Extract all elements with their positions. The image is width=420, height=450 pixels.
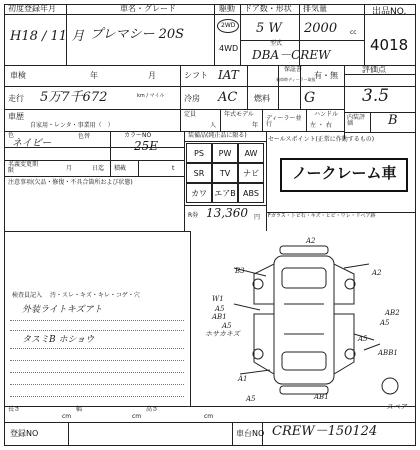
first-reg-value: H18 / 11 月 xyxy=(10,29,85,44)
chassis-label: 車台NO xyxy=(236,429,265,438)
width-cm: cm xyxy=(132,413,142,420)
model-value: DBA－CREW xyxy=(252,48,331,62)
diagram-label: AB2 xyxy=(385,309,400,317)
inspection-year: 年 xyxy=(90,71,98,80)
mileage-label: 走行 xyxy=(8,94,24,103)
equipment-cell: ナビ xyxy=(238,163,264,183)
equipment-cell: AW xyxy=(238,143,264,163)
inspection-label: 車検 xyxy=(10,71,26,80)
length-label: 長さ xyxy=(8,406,21,413)
score-value: 3.5 xyxy=(362,86,390,106)
name-change-label: 名義変更期限 xyxy=(8,161,39,174)
height-cm: cm xyxy=(204,413,214,420)
inspector-label: 検査員記入 xyxy=(12,292,43,299)
capacity-unit: 人 xyxy=(210,122,217,129)
ac-value: AC xyxy=(218,90,238,105)
inspection-month: 月 xyxy=(148,71,156,80)
mileage-value: 5万7千672 xyxy=(40,90,108,105)
equipment-grid xyxy=(186,143,264,203)
mileage-unit: km / マイル xyxy=(137,93,165,99)
chassis-value: CREW－150124 xyxy=(272,424,378,439)
history-label: 車歴 xyxy=(8,112,24,121)
stamp-text: ノークレーム車 xyxy=(292,164,397,182)
model-label: 型式 xyxy=(270,40,283,47)
doors-value: 5 W xyxy=(256,21,282,36)
inspector-note-1: 外装ライトキズアト xyxy=(22,305,103,315)
drive-label: 駆動 xyxy=(219,4,235,13)
shift-value: IAT xyxy=(218,68,239,82)
fuel-label: 燃料 xyxy=(254,94,270,103)
recycle-label: R券 xyxy=(188,212,199,219)
name-change-month: 月 xyxy=(66,165,73,172)
diagram-label: AB1 xyxy=(314,393,329,401)
diagram-label: B3 xyxy=(235,267,245,275)
interior-value: B xyxy=(388,113,398,128)
reg-no-label: 登録NO xyxy=(10,429,39,438)
warranty-label: 保証書 xyxy=(284,66,303,73)
ac-label: 冷房 xyxy=(184,94,200,103)
diagram-label: A1 xyxy=(238,375,248,383)
color-value: ネイビー xyxy=(12,138,52,149)
diagram-label: A5 xyxy=(358,335,368,343)
diagram-label: A5 xyxy=(380,319,390,327)
number-label: 出品NO. xyxy=(372,7,407,17)
color-no-value: 25E xyxy=(134,139,159,153)
width-label: 幅 xyxy=(76,406,83,413)
diagram-label: ABB1 xyxy=(378,349,398,357)
equipment-cell: エアB xyxy=(212,183,238,203)
first-reg-label: 初度登録年月 xyxy=(8,4,56,13)
recycle-value: 13,360 xyxy=(206,206,248,220)
car-name-value: プレマシー 20S xyxy=(90,27,185,42)
recycle-unit: 円 xyxy=(254,214,261,221)
displacement-label: 排気量 xyxy=(303,4,327,13)
number-value: 4018 xyxy=(370,36,409,54)
dealer-label: ディーラー並行 xyxy=(266,115,302,128)
drive-4wd: 4WD xyxy=(219,44,239,53)
selling-point-label: セールスポイント(正常に作動するもの) xyxy=(268,136,375,143)
interior-label: 内装評価 xyxy=(347,114,366,127)
doors-label: ドア数・形状 xyxy=(244,4,292,13)
loading-unit: t xyxy=(172,165,175,172)
equipment-cell: PS xyxy=(186,143,212,163)
loading-label: 積載 xyxy=(114,165,127,172)
equipment-label: 装備品(純正品に限る) xyxy=(188,132,247,139)
handle-label: ハンドル xyxy=(314,111,339,118)
displacement-value: 2000 xyxy=(304,21,338,36)
diagram-label: ホサカキズ xyxy=(205,330,240,338)
model-year-unit: 年 xyxy=(252,122,259,129)
diagram-label: A2 xyxy=(306,237,316,245)
warranty-value: 有・無 xyxy=(314,71,338,80)
diagram-label: スペア xyxy=(386,403,407,411)
equipment-cell: ABS xyxy=(238,183,264,203)
equipment-cell: TV xyxy=(212,163,238,183)
diagram-label: A5 xyxy=(222,322,232,330)
diagram-label: A5 xyxy=(215,305,225,313)
history-options: 自家用・レンタ・事業用（ ） xyxy=(30,122,114,129)
notes-label: 注意事項(欠品・修復・不具合箇所および状態) xyxy=(8,179,133,186)
equipment-cell: PW xyxy=(212,143,238,163)
diagram-label: A5 xyxy=(246,395,256,403)
handle-options: 左 ・ 右 xyxy=(310,122,332,129)
inspector-note-2: タスミB ホショウ xyxy=(22,335,95,345)
diagram-label: W1 xyxy=(212,295,224,303)
color-no-label: カラーNO xyxy=(124,132,152,139)
name-change-day: 日迄 xyxy=(92,165,105,172)
diagram-label: AB1 xyxy=(212,313,227,321)
fuel-value: G xyxy=(304,90,316,106)
equipment-cell: カワ xyxy=(186,183,212,203)
inspector-options: 汚・スレ・キズ・キレ・コゲ・穴 xyxy=(50,292,140,299)
warranty-sub: 新車時ディーラー取扱 xyxy=(276,77,316,82)
height-label: 高さ xyxy=(146,406,159,413)
color-change-label: 色替 xyxy=(78,133,91,140)
drive-2wd: 2WD xyxy=(221,22,236,29)
capacity-label: 定員 xyxy=(184,111,197,118)
cc-unit: cc xyxy=(350,29,357,36)
diagram-label: A2 xyxy=(372,269,382,277)
car-name-label: 車名・グレード xyxy=(120,4,176,13)
equipment-cell: SR xyxy=(186,163,212,183)
color-label: 色 xyxy=(8,132,15,139)
glass-line: Fガラス・トビ石・キズ・ヒビ・ワレ・リペア跡 xyxy=(268,213,376,219)
model-year-label: 年式モデル xyxy=(224,111,254,118)
length-cm: cm xyxy=(62,413,72,420)
shift-label: シフト xyxy=(184,71,208,80)
score-label: 評価点 xyxy=(362,65,386,74)
